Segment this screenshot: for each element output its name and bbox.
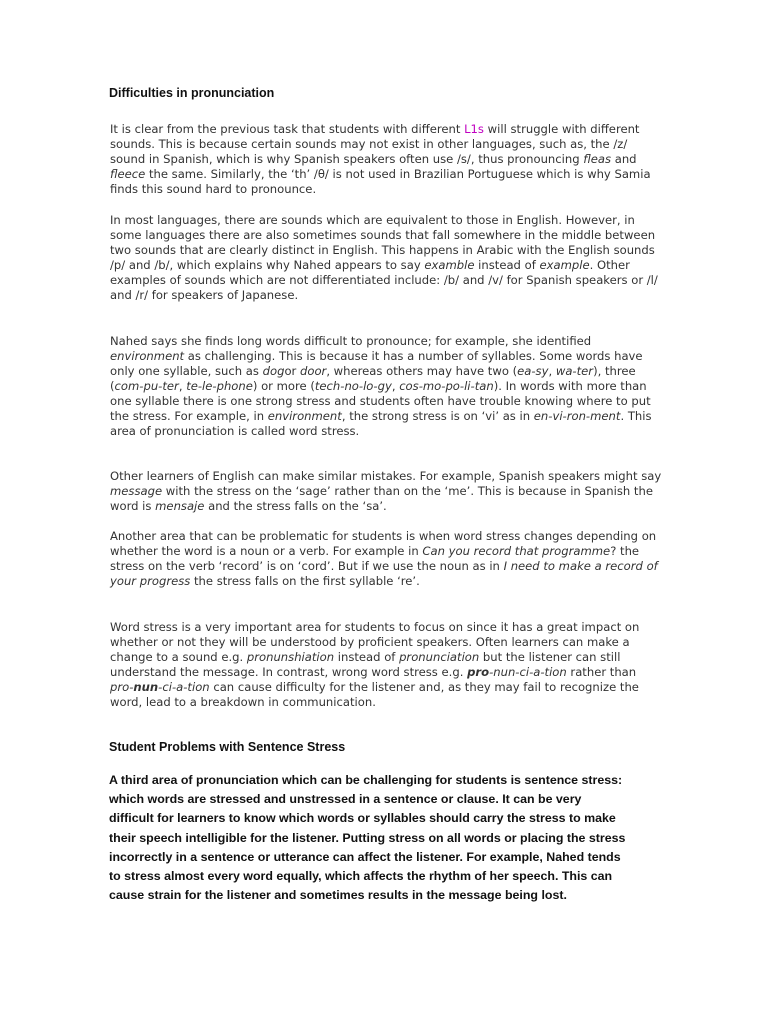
paragraph-sentence-stress: A third area of pronunciation which can be challenging for students is sentence stress: which words are stressed and unstressed in a sentence or clause. It can be very difficult for learners to know which words or syllables should carry the stress to make their speech intelligible for the listener. Putting stress on all words or placing the stress incorrectly in a sentence or utterance can affect the listener. For example, Nahed tends to stress almost every word equally, which affects the rhythm of her speech. This can cause strain for the listener and sometimes results in the message being lost. <box>109 773 626 903</box>
paragraph-word-stress-importance: Word stress is a very important area for students to focus on since it has a great impact on whether or not they will be understood by proficient speakers. Often learners can make a change to a sound e.g. pronunshiation instead of pronunciation but the listener can still understand the message. In contrast, wrong word stress e.g. pro-nun-ci-a-tion rather than pro-nun-ci-a-tion can cause difficulty for the listener and, as they may fail to recognize the word, lead to a breakdown in communication. <box>110 620 640 709</box>
section-subheading: Student Problems with Sentence Stress <box>109 740 346 754</box>
paragraph-noun-verb-stress: Another area that can be problematic for students is when word stress changes depending on whether the word is a noun or a verb. For example in Can you record that programme? the stress on the verb ‘record’ is on ‘cord’. But if we use the noun as in I need to make a record of your progress the stress falls on the first syllable ‘re’. <box>110 529 658 588</box>
paragraph-long-words: Nahed says she finds long words difficult to pronounce; for example, she identified environment as challenging. This is because it has a number of syllables. Some words have only one syllable, such as dogor door, whereas others may have two (ea-sy, wa-ter), three (com-pu-ter, te-le-phone) or more (tech-no-lo-gy, cos-mo-po-li-tan). In words with more than one syllable there is one strong stress and students often have trouble knowing where to put the stress. For example, in environment, the strong stress is on ‘vi’ as in en-vi-ron-ment. This area of pronunciation is called word stress. <box>110 334 652 438</box>
paragraph-l1-sounds: It is clear from the previous task that students with different L1s will struggle with different sounds. This is because certain sounds may not exist in other languages, such as, the /z/ sound in Spanish, which is why Spanish speakers often use /s/, thus pronouncing fleas and fleece the same. Similarly, the ‘th’ /θ/ is not used in Brazilian Portuguese which is why Samia finds this sound hard to pronounce. <box>110 122 651 196</box>
l1s-term: L1s <box>464 122 484 136</box>
paragraph-equivalent-sounds: In most languages, there are sounds which are equivalent to those in English. However, in some languages there are also sometimes sounds that fall somewhere in the middle between two sounds that are clearly distinct in English. This happens in Arabic with the English sounds /p/ and /b/, which explains why Nahed appears to say examble instead of example. Other examples of sounds which are not differentiated include: /b/ and /v/ for Spanish speakers or /l/ and /r/ for speakers of Japanese. <box>110 213 658 302</box>
paragraph-similar-mistakes: Other learners of English can make similar mistakes. For example, Spanish speakers might say message with the stress on the ‘sage’ rather than on the ‘me’. This is because in Spanish the word is mensaje and the stress falls on the ‘sa’. <box>110 469 662 513</box>
section-heading: Difficulties in pronunciation <box>109 86 275 100</box>
